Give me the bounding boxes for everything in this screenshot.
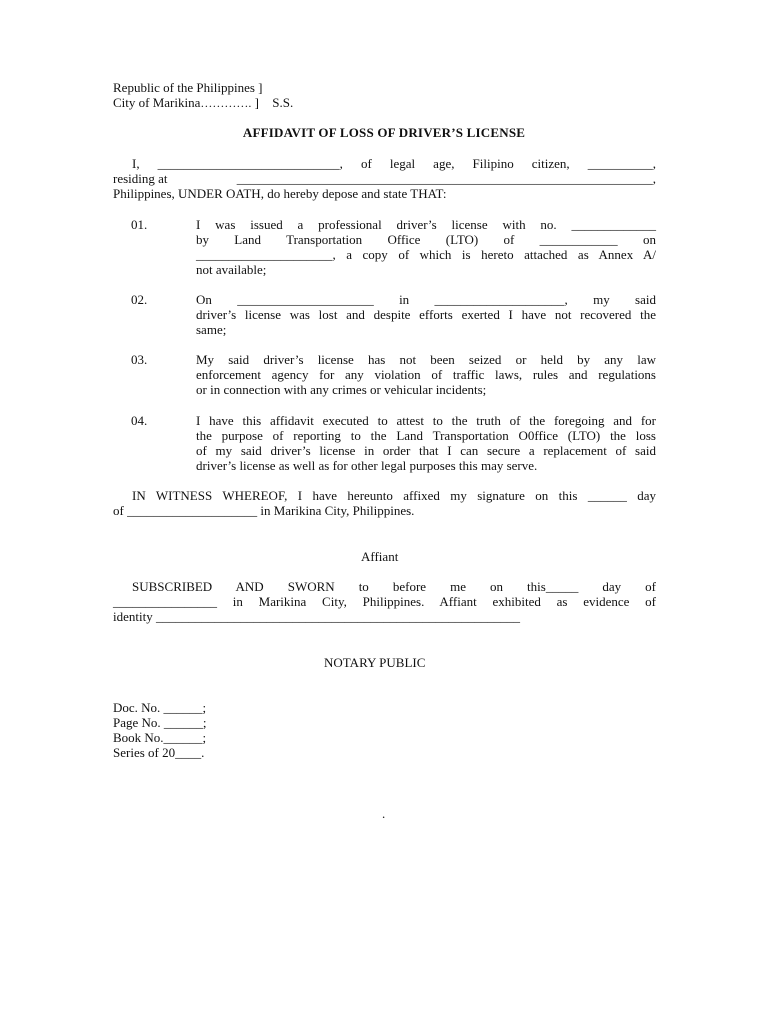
subscribed-line-2: ________________ in Marikina City, Philippines. Affiant exhibited as evidence of <box>113 594 656 609</box>
intro-address-blank: ________________________________________________________________, <box>236 171 656 186</box>
item-paragraph <box>196 413 656 473</box>
item-line: not available; <box>196 262 267 277</box>
record-book-no: Book No.______; <box>113 730 207 745</box>
item-line: driver’s license as well as for other legal purposes this may serve. <box>196 458 538 473</box>
record-doc-no: Doc. No. ______; <box>113 700 207 715</box>
record-page-no: Page No. ______; <box>113 715 207 730</box>
item-number: 04. <box>131 413 148 428</box>
intro-line-1: I, ____________________________, of legal age, Filipino citizen, __________, <box>132 156 656 171</box>
header-bracket: ] <box>254 95 259 110</box>
intro-residing-label: residing at <box>113 171 168 186</box>
notary-label: NOTARY PUBLIC <box>324 655 426 670</box>
item-line: by Land Transportation Office (LTO) of ____________ on <box>196 232 656 247</box>
item-number: 03. <box>131 352 148 367</box>
header-republic: Republic of the Philippines ] <box>113 80 263 95</box>
record-series: Series of 20____. <box>113 745 205 760</box>
subscribed-line-3: identity ________________________________________________________ <box>113 609 520 624</box>
item-line: I have this affidavit executed to attest to the truth of the foregoing and for <box>196 413 656 428</box>
affiant-label: Affiant <box>361 549 399 564</box>
record-block <box>113 700 207 760</box>
item-number: 01. <box>131 217 148 232</box>
header-city-line <box>113 95 293 111</box>
item-line: the purpose of reporting to the Land Transportation O0ffice (LTO) the loss <box>196 428 656 443</box>
item-paragraph <box>196 292 656 337</box>
item-line: My said driver’s license has not been seized or held by any law <box>196 352 656 367</box>
item-line: I was issued a professional driver’s license with no. _____________ <box>196 217 656 232</box>
witness-line-2: of ____________________ in Marikina City, Philippines. <box>113 503 415 518</box>
intro-line-3: Philippines, UNDER OATH, do hereby depose and state THAT: <box>113 186 447 201</box>
header-ss: S.S. <box>272 95 294 110</box>
item-number: 02. <box>131 292 148 307</box>
item-line: driver’s license was lost and despite efforts exerted I have not recovered the <box>196 307 656 322</box>
item-line: of my said driver’s license in order that I can secure a replacement of said <box>196 443 656 458</box>
intro-line-2 <box>113 171 656 186</box>
header-city: City of Marikina <box>113 95 201 110</box>
footer-mark: . <box>382 806 386 821</box>
item-line: or in connection with any crimes or vehicular incidents; <box>196 382 487 397</box>
item-paragraph <box>196 352 656 397</box>
item-line: _____________________, a copy of which is hereto attached as Annex A/ <box>196 247 656 262</box>
item-line: enforcement agency for any violation of traffic laws, rules and regulations <box>196 367 656 382</box>
item-paragraph <box>196 217 656 277</box>
subscribed-line-1: SUBSCRIBED AND SWORN to before me on this_____ day of <box>132 579 656 594</box>
witness-line-1: IN WITNESS WHEREOF, I have hereunto affixed my signature on this ______ day <box>132 488 656 503</box>
item-line: On _____________________ in ____________________, my said <box>196 292 656 307</box>
document-title: AFFIDAVIT OF LOSS OF DRIVER’S LICENSE <box>242 125 526 140</box>
header-dots: …………. <box>200 96 252 110</box>
item-line: same; <box>196 322 227 337</box>
